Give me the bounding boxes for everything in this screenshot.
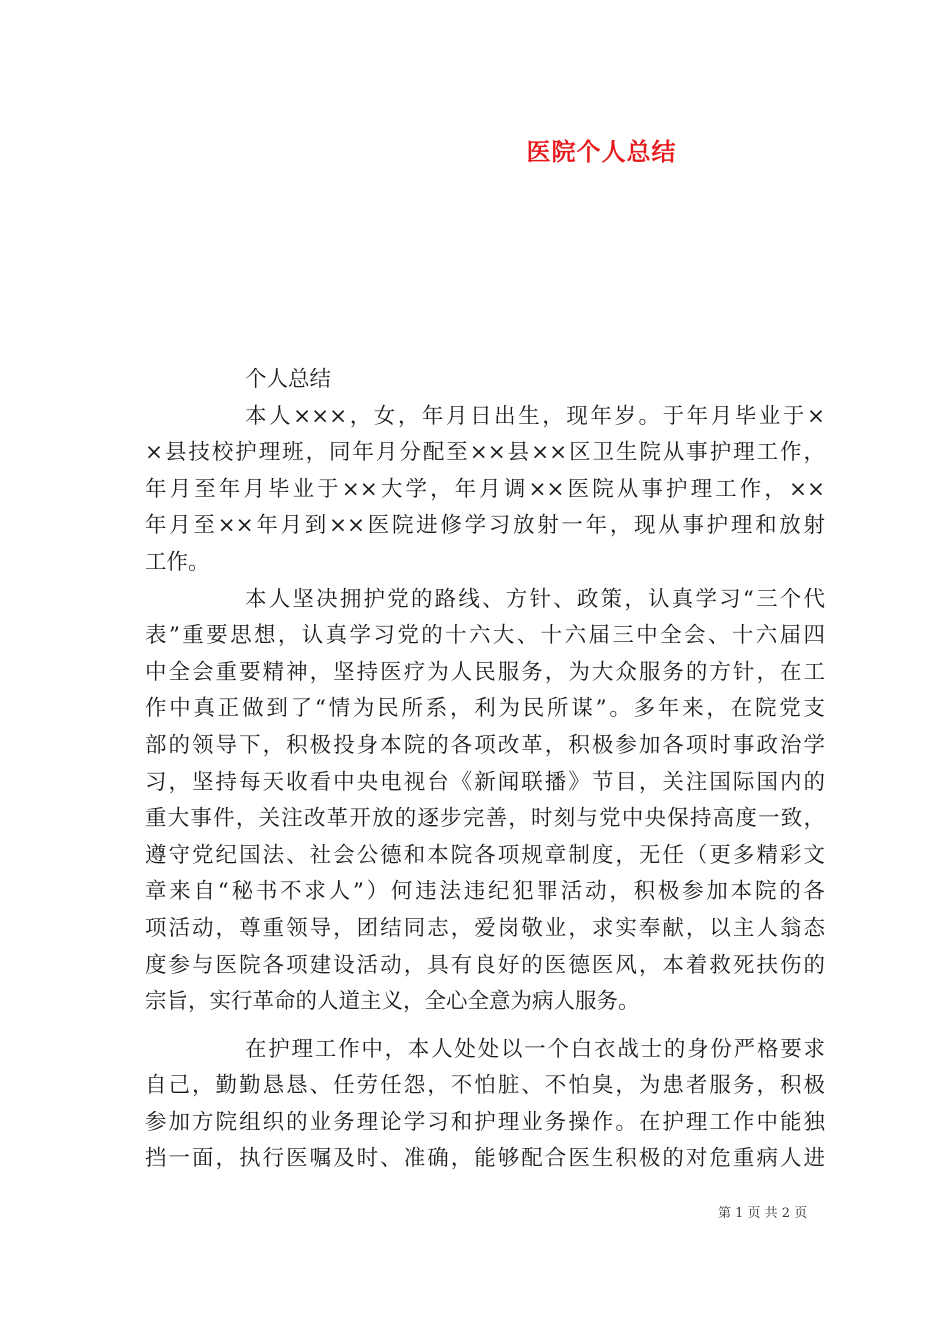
paragraph-spacer — [145, 1021, 825, 1032]
paragraph-line: 宗旨，实行革命的人道主义，全心全意为病人服务。 — [145, 989, 640, 1015]
paragraph-line: 本人×××，女，年月日出生，现年岁。于年月毕业于× — [245, 403, 825, 429]
document-title: 医院个人总结 — [526, 137, 677, 166]
paragraph-line: 表”重要思想，认真学习党的十六大、十六届三中全会、十六届四 — [145, 623, 825, 649]
paragraph — [145, 399, 825, 582]
paragraph-line: 重大事件，关注改革开放的逐步完善，时刻与党中央保持高度一致， — [145, 806, 825, 832]
paragraph-line: 年月至××年月到××医院进修学习放射一年，现从事护理和放射 — [145, 513, 825, 539]
paragraph-line: 自己，勤勤恳恳、任劳任怨，不怕脏、不怕臭，为患者服务，积极 — [145, 1073, 825, 1099]
paragraph-line: 年月至年月毕业于××大学，年月调××医院从事护理工作，×× — [145, 476, 825, 502]
section-heading: 个人总结 — [245, 367, 332, 392]
paragraph-line: 中全会重要精神，坚持医疗为人民服务，为大众服务的方针，在工 — [145, 659, 825, 685]
paragraph-line: 作中真正做到了“情为民所系，利为民所谋”。多年来，在院党支 — [145, 696, 825, 722]
document-body — [145, 362, 825, 1178]
paragraph-line: 参加方院组织的业务理论学习和护理业务操作。在护理工作中能独 — [145, 1109, 825, 1135]
page-number-footer: 第 1 页 共 2 页 — [718, 1206, 808, 1221]
paragraph-line: 章来自“秘书不求人”）何违法违纪犯罪活动，积极参加本院的各 — [145, 879, 825, 905]
paragraph-line: 项活动，尊重领导，团结同志，爱岗敬业，求实奉献，以主人翁态 — [145, 915, 825, 941]
paragraph-line: 工作。 — [145, 549, 210, 575]
paragraph — [145, 582, 825, 1021]
paragraph-line: 部的领导下，积极投身本院的各项改革，积极参加各项时事政治学 — [145, 732, 825, 758]
paragraph-line: 在护理工作中，本人处处以一个白衣战士的身份严格要求 — [245, 1036, 825, 1062]
paragraph-line: 挡一面，执行医嘱及时、准确，能够配合医生积极的对危重病人进 — [145, 1146, 825, 1172]
paragraph-line: 度参与医院各项建设活动，具有良好的医德医风，本着救死扶伤的 — [145, 952, 825, 978]
paragraph — [145, 1032, 825, 1178]
paragraph-line: ×县技校护理班，同年月分配至××县××区卫生院从事护理工作， — [145, 440, 825, 466]
paragraph-line: 遵守党纪国法、社会公德和本院各项规章制度，无任（更多精彩文 — [145, 842, 825, 868]
paragraph-line: 习，坚持每天收看中央电视台《新闻联播》节目，关注国际国内的 — [145, 769, 825, 795]
paragraph-line: 本人坚决拥护党的路线、方针、政策，认真学习“三个代 — [245, 586, 825, 612]
